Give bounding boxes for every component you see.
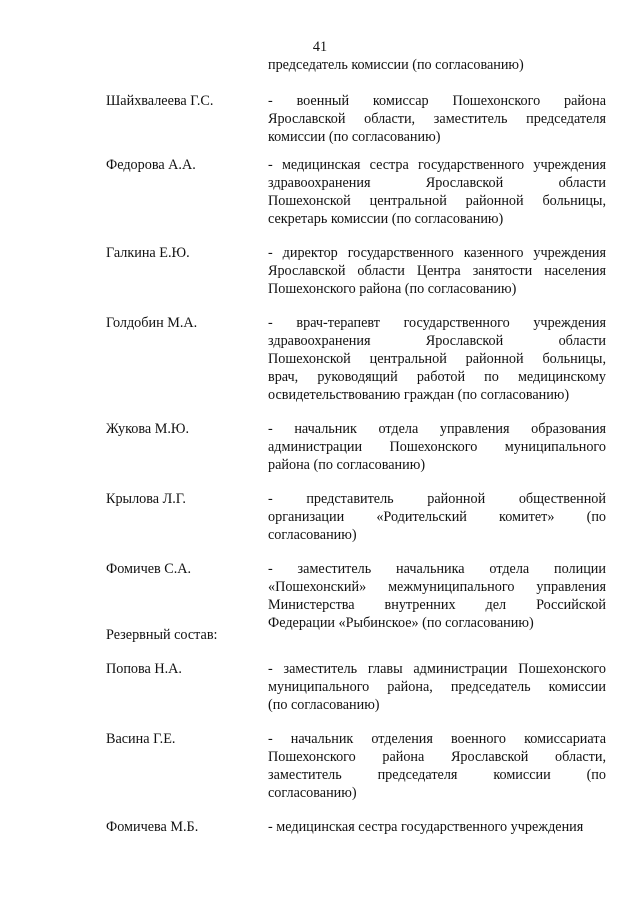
reserve-member-description-line: заместитель председателя комиссии (по (268, 767, 606, 783)
member-name: Крылова Л.Г. (106, 491, 186, 507)
member-description-line: Пошехонского района (по согласованию) (268, 281, 517, 297)
reserve-heading: Резервный состав: (106, 627, 218, 643)
member-description-line: - врач-терапевт государственного учреждения (268, 315, 606, 331)
continuation-line: председатель комиссии (по согласованию) (268, 57, 524, 73)
reserve-member-description-line: - начальник отделения военного комиссариата (268, 731, 606, 747)
member-description-line: - военный комиссар Пошехонского района (268, 93, 606, 109)
member-description-line: Ярославской области Центра занятости населения (268, 263, 606, 279)
reserve-member-description-line: согласованию) (268, 785, 357, 801)
member-description-line: комиссии (по согласованию) (268, 129, 441, 145)
member-description-line: здравоохранения Ярославской области (268, 175, 606, 191)
member-description-line: врач, руководящий работой по медицинскому (268, 369, 606, 385)
reserve-member-description-line: Пошехонского района Ярославской области, (268, 749, 606, 765)
member-description-line: организации «Родительский комитет» (по (268, 509, 606, 525)
reserve-member-description-line: - заместитель главы администрации Пошехонского (268, 661, 606, 677)
member-description-line: - представитель районной общественной (268, 491, 606, 507)
reserve-member-name: Попова Н.А. (106, 661, 182, 677)
member-name: Голдобин М.А. (106, 315, 198, 331)
reserve-member-description-line: - медицинская сестра государственного учреждения (268, 819, 584, 835)
member-description-line: секретарь комиссии (по согласованию) (268, 211, 504, 227)
reserve-member-description-line: муниципального района, председатель комиссии (268, 679, 606, 695)
member-description-line: Министерства внутренних дел Российской (268, 597, 606, 613)
page-number: 41 (312, 39, 328, 55)
member-description-line: Пошехонской центральной районной больницы, (268, 193, 606, 209)
member-name: Фомичев С.А. (106, 561, 192, 577)
member-description-line: - медицинская сестра государственного учреждения (268, 157, 606, 173)
member-description-line: - заместитель начальника отдела полиции (268, 561, 606, 577)
member-name: Шайхвалеева Г.С. (106, 93, 214, 109)
member-description-line: района (по согласованию) (268, 457, 426, 473)
reserve-member-description-line: (по согласованию) (268, 697, 380, 713)
member-description-line: Пошехонской центральной районной больницы, (268, 351, 606, 367)
member-description-line: Федерации «Рыбинское» (по согласованию) (268, 615, 534, 631)
reserve-member-name: Васина Г.Е. (106, 731, 176, 747)
member-name: Федорова А.А. (106, 157, 196, 173)
reserve-member-name: Фомичева М.Б. (106, 819, 199, 835)
member-description-line: администрации Пошехонского муниципального (268, 439, 606, 455)
member-description-line: Ярославской области, заместитель председателя (268, 111, 606, 127)
member-name: Галкина Е.Ю. (106, 245, 190, 261)
member-description-line: - начальник отдела управления образования (268, 421, 606, 437)
member-description-line: - директор государственного казенного учреждения (268, 245, 606, 261)
member-description-line: освидетельствованию граждан (по согласованию) (268, 387, 570, 403)
member-name: Жукова М.Ю. (106, 421, 190, 437)
member-description-line: согласованию) (268, 527, 357, 543)
member-description-line: «Пошехонский» межмуниципального управления (268, 579, 606, 595)
member-description-line: здравоохранения Ярославской области (268, 333, 606, 349)
